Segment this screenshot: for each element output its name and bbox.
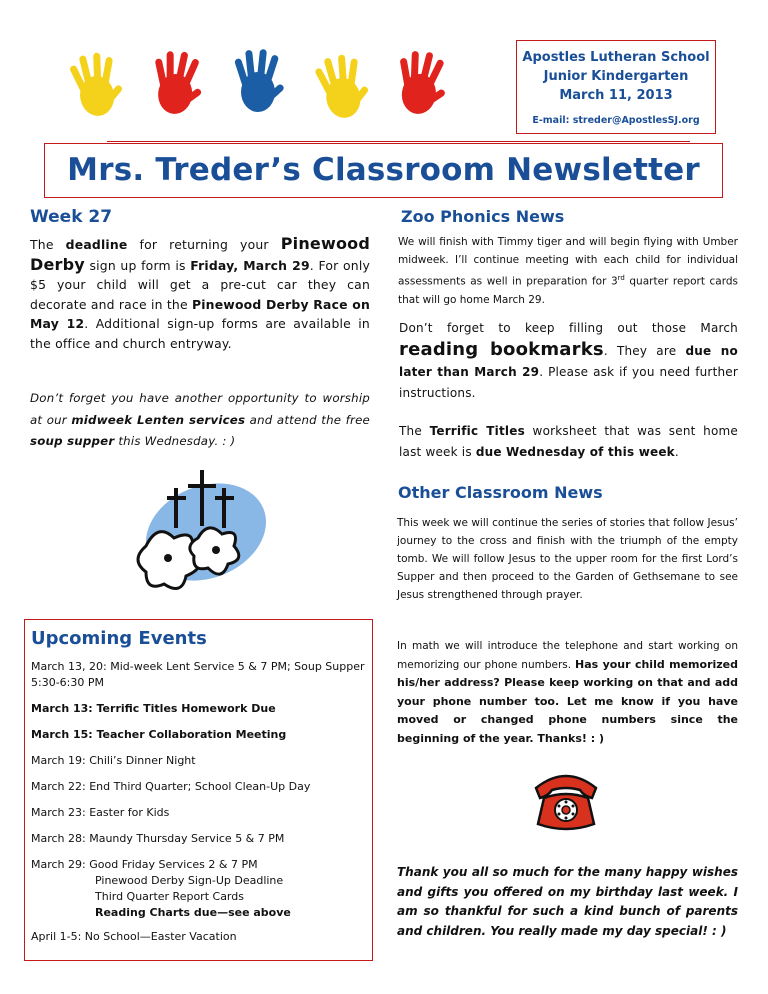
red-hand-icon (392, 48, 451, 118)
crosses-flowers-image (136, 466, 268, 592)
terrific-titles-paragraph: The Terrific Titles worksheet that was sent home last week is due Wednesday of this week. (399, 424, 739, 459)
event-item: April 1-5: No School—Easter Vacation (31, 930, 237, 943)
page-title: Mrs. Treder’s Classroom Newsletter (67, 152, 700, 188)
handprints-image (68, 48, 453, 120)
event-item: March 28: Maundy Thursday Service 5 & 7 PM (31, 832, 285, 845)
week-heading: Week 27 (30, 207, 113, 227)
event-item: March 23: Easter for Kids (31, 806, 170, 819)
newsletter-date: March 11, 2013 (559, 88, 673, 103)
upcoming-events-box (24, 619, 373, 961)
lenten-paragraph: Don’t forget you have another opportunity to worship at our midweek Lenten services and attend the free soup supper this Wednesday. : ) (30, 391, 370, 448)
math-paragraph: In math we will introduce the telephone and start working on memorizing our phone numbers. Has your child memorized his/her address? Please keep working on that and add your phone number too. Let me know if you have moved or changed phone numbers since the beginning of the year. Thanks! : ) (397, 640, 738, 745)
yellow-hand-icon (68, 49, 127, 119)
school-program: Junior Kindergarten (543, 69, 689, 84)
contact-email[interactable]: E-mail: streder@ApostlesSJ.org (532, 115, 700, 126)
zoo-phonics-paragraph: We will finish with Timmy tiger and will begin flying with Umber midweek. I’ll continue meeting with each child for individual assessments as well in preparation for 3rd quarter report cards that will go home March 29. (398, 236, 738, 306)
event-item: March 13, 20: Mid-week Lent Service 5 & 7 PM; Soup Supper 5:30-6:30 PM (31, 660, 365, 689)
school-info-box (516, 40, 716, 134)
event-sub-item: Pinewood Derby Sign-Up Deadline (95, 874, 284, 887)
event-item-group (31, 857, 366, 921)
event-item: March 19: Chili’s Dinner Night (31, 754, 196, 767)
events-heading: Upcoming Events (31, 628, 207, 649)
zoo-phonics-heading: Zoo Phonics News (401, 207, 565, 226)
telephone-icon (530, 772, 602, 832)
header-rule (107, 141, 690, 142)
bookmarks-paragraph: Don’t forget to keep filling out those March reading bookmarks. They are due no later than March 29. Please ask if you need further instructions. (399, 321, 738, 400)
school-name: Apostles Lutheran School (522, 50, 710, 65)
other-news-heading: Other Classroom News (398, 483, 603, 502)
title-box (44, 143, 723, 198)
blue-hand-icon (234, 49, 285, 112)
other-news-paragraph: This week we will continue the series of stories that follow Jesus’ journey to the cross and finish with the triumph of the empty tomb. We will follow Jesus to the upper room for the first Lord’s Supper and then proceed to the Garden of Gethsemane to see Jesus strengthened through prayer. (397, 517, 738, 601)
yellow-hand-icon (312, 51, 373, 120)
event-sub-item: Third Quarter Report Cards (95, 890, 244, 903)
red-hand-icon (149, 49, 206, 117)
week-paragraph: The deadline for returning your Pinewood Derby sign up form is Friday, March 29. For only $5 your child will get a pre-cut car they can decorate and race in the Pinewood Derby Race on May 12. Additional sign-up forms are available in the office and church entryway. (30, 234, 371, 351)
event-item: March 15: Teacher Collaboration Meeting (31, 728, 287, 741)
event-sub-item: Reading Charts due—see above (95, 906, 291, 919)
thank-you-paragraph: Thank you all so much for the many happy wishes and gifts you offered on my birthday last week. I am so thankful for such a kind bunch of parents and children. You really made my day special! : ) (397, 865, 738, 938)
event-item: March 22: End Third Quarter; School Clean-Up Day (31, 780, 311, 793)
event-item: March 29: Good Friday Services 2 & 7 PM (31, 858, 258, 871)
event-item: March 13: Terrific Titles Homework Due (31, 702, 276, 715)
